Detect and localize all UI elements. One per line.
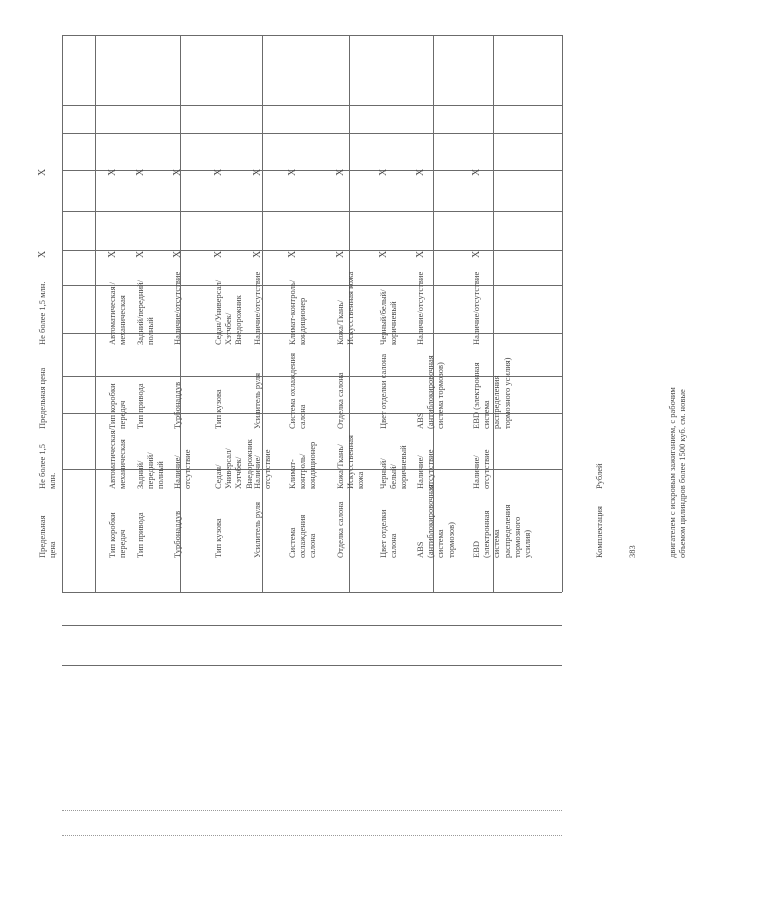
value-cell: Наличие/отсутствие — [471, 449, 492, 489]
value-cell: Кожа/Ткань/ Искусственная кожа — [335, 271, 356, 345]
placeholder-cell: Х — [335, 250, 346, 258]
parameter-cell: Тип кузова — [213, 389, 223, 429]
value-cell: Автоматическая/механическая — [107, 428, 128, 489]
value-cell: Задний/передний/полный — [135, 280, 156, 345]
placeholder-cell: Х — [287, 168, 298, 176]
value-cell: Седан/Универсал/ Хэтчбек/ Внедорожник — [213, 279, 244, 345]
placeholder-cell: Х — [213, 168, 224, 176]
parameter-cell: EBD (электронная система распределения тормозного усилия) — [471, 357, 512, 429]
placeholder-cell: Х — [172, 250, 183, 258]
parameter-cell: Тип привода — [135, 383, 145, 429]
value-cell: Наличие/отсутствие — [172, 449, 193, 489]
parameter-cell: ABS (антиблокировочная система тормозов) — [415, 484, 456, 558]
row-divider — [62, 35, 562, 36]
parameter-cell: Тип кузова — [213, 518, 223, 558]
value-cell: Кожа/Ткань/ Искусственная кожа — [335, 435, 366, 489]
value-cell: Автоматическая /механическая — [107, 282, 128, 345]
code-cell: 383 — [627, 545, 637, 558]
parameter-cell: Система охлаждения салона — [287, 514, 318, 558]
value-cell: Наличие/отсутствие — [252, 271, 262, 345]
row-divider — [62, 592, 562, 593]
placeholder-cell: Х — [37, 250, 48, 258]
placeholder-cell: Х — [213, 250, 224, 258]
placeholder-cell: Х — [378, 250, 389, 258]
parameter-cell: ABS (антиблокировочная система тормозов) — [415, 355, 446, 429]
description-cell: двигателем с искровым зажиганием, с рабочим объемом цилиндров более 1500 куб. см. новые — [667, 387, 688, 558]
placeholder-cell: Х — [252, 250, 263, 258]
parameter-cell: EBD (электронная система распределения тормозного усилия) — [471, 504, 532, 558]
parameter-cell: Цвет отделки салона — [378, 353, 388, 429]
placeholder-cell: Х — [378, 168, 389, 176]
value-cell: Наличие/отсутствие — [172, 271, 182, 345]
placeholder-cell: Х — [135, 250, 146, 258]
placeholder-cell: Х — [287, 250, 298, 258]
placeholder-cell: Х — [471, 168, 482, 176]
row-divider — [62, 625, 562, 626]
value-cell: Климат-контроль/ кондиционер — [287, 441, 318, 489]
parameter-cell: Турбонаддув — [172, 510, 182, 558]
value-cell: Наличие/отсутствие — [415, 449, 436, 489]
divider-line — [62, 810, 562, 811]
value-cell: Наличие/отсутствие — [252, 449, 273, 489]
unit-cell: Рублей — [594, 463, 604, 489]
parameter-cell: Тип привода — [135, 512, 145, 558]
placeholder-cell: Х — [335, 168, 346, 176]
value-cell: Не более 1,5 млн. — [37, 443, 58, 489]
parameter-cell: Тип коробки передач — [107, 512, 128, 558]
value-cell: Не более 1,5 млн. — [37, 281, 47, 345]
value-cell: Наличие/отсутствие — [415, 271, 425, 345]
placeholder-cell: Х — [135, 168, 146, 176]
parameter-cell: Отделка салона — [335, 501, 345, 558]
value-cell: Климат-контроль/ кондиционер — [287, 279, 308, 345]
value-cell: Седан/Универсал/ Хэтчбек/ Внедорожник — [213, 439, 254, 489]
parameter-cell: Предельная цена — [37, 367, 47, 429]
divider-line — [62, 835, 562, 836]
parameter-cell: Отделка салона — [335, 372, 345, 429]
parameter-cell: Предельная цена — [37, 515, 58, 558]
parameter-cell: Усилитель руля — [252, 501, 262, 558]
placeholder-cell: Х — [415, 250, 426, 258]
placeholder-cell: Х — [252, 168, 263, 176]
parameter-cell: Тип коробки передач — [107, 383, 128, 429]
value-cell: Наличие/отсутствие — [471, 271, 481, 345]
placeholder-cell: Х — [37, 168, 48, 176]
value-cell: Черный/белый/ коричневый — [378, 289, 399, 345]
placeholder-cell: Х — [107, 168, 118, 176]
placeholder-cell: Х — [415, 168, 426, 176]
row-divider — [62, 665, 562, 666]
parameter-cell: Турбонаддув — [172, 381, 182, 429]
placeholder-cell: Х — [107, 250, 118, 258]
placeholder-cell: Х — [471, 250, 482, 258]
parameter-cell: Усилитель руля — [252, 372, 262, 429]
parameter-cell: Система охлаждения салона — [287, 353, 308, 429]
value-cell: Черный/белый/коричневый — [378, 445, 409, 489]
placeholder-cell: Х — [172, 168, 183, 176]
parameter-cell: Цвет отделки салона — [378, 509, 399, 558]
category-cell: Комплектация — [594, 506, 604, 558]
value-cell: Задний/передний/полный — [135, 452, 166, 489]
